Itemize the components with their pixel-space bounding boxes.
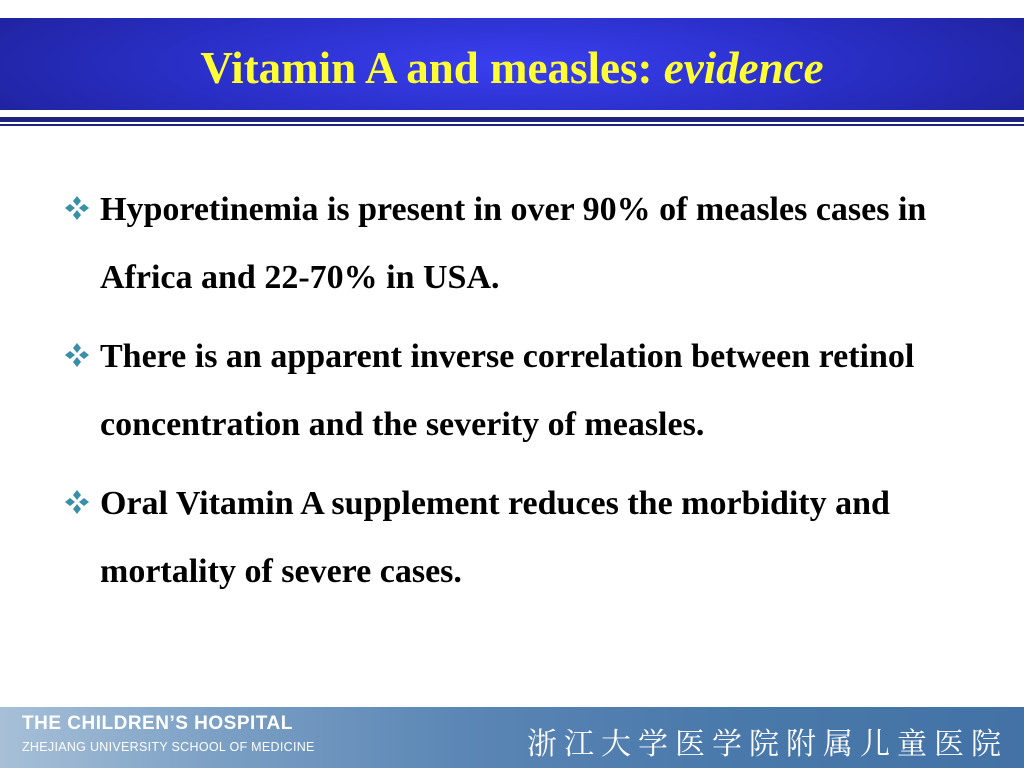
bullet-text: Oral Vitamin A supplement reduces the morbidity and mortality of severe cases.	[100, 485, 890, 590]
bullet-item	[64, 470, 974, 606]
diamond-bullet-icon	[64, 195, 90, 221]
title-rule-thin	[0, 124, 1024, 126]
hospital-subtitle: ZHEJIANG UNIVERSITY SCHOOL OF MEDICINE	[22, 740, 315, 754]
bullet-item	[64, 323, 974, 459]
footer-banner	[0, 707, 1024, 768]
title-bar	[0, 18, 1024, 110]
hospital-name: THE CHILDREN’S HOSPITAL	[22, 713, 293, 734]
bullet-item	[64, 176, 974, 312]
bullet-text: Hyporetinemia is present in over 90% of measles cases in Africa and 22-70% in USA.	[100, 191, 927, 296]
title-main: Vitamin A and measles:	[200, 43, 664, 93]
diamond-bullet-icon	[64, 342, 90, 368]
slide-title	[0, 18, 1024, 110]
hospital-chinese-name: 浙江大学医学院附属儿童医院	[527, 727, 1008, 762]
title-rule-thick	[0, 117, 1024, 122]
title-emphasis: evidence	[663, 43, 824, 93]
bullet-list	[64, 176, 974, 617]
bullet-text: There is an apparent inverse correlation between retinol concentration and the severity of measles.	[100, 338, 915, 443]
diamond-bullet-icon	[64, 489, 90, 515]
